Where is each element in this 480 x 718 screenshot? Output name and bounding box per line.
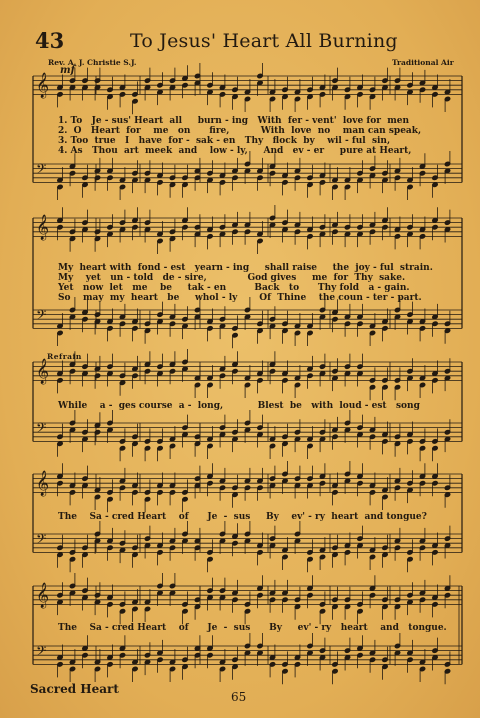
verse-2-line-a: 2. O Heart for me on fire, With love no man can speak,: [58, 126, 422, 136]
refrain-line-1: While a - ges course a - long, Blest be with loud - est song: [58, 401, 420, 411]
dynamic-marking: mf: [60, 65, 75, 76]
refrain-label: Refrain: [47, 352, 82, 361]
hymn-number: 43: [35, 28, 65, 53]
verse-4-line-b: So may my heart be whol - ly Of Thine the coun - ter - part.: [58, 293, 422, 303]
verse-1-line-a: 1. To Je - sus' Heart all burn - ing With fer - vent' love for men: [58, 116, 410, 126]
verse-4-line-a: 4. As Thou art meek and low - ly, And ev - er pure at Heart,: [58, 146, 412, 156]
svg-text:𝄢: 𝄢: [36, 531, 47, 550]
refrain-line-3: The Sa - cred Heart of Je - sus By ev' - ry heart and tongue.: [58, 623, 447, 633]
svg-text:𝄢: 𝄢: [36, 161, 47, 180]
verse-2-line-b: My yet un - told de - sire, God gives me for Thy sake.: [58, 273, 406, 283]
svg-text:𝄞: 𝄞: [36, 583, 50, 608]
svg-text:𝄞: 𝄞: [36, 215, 50, 240]
hymn-title: To Jesus' Heart All Burning: [130, 30, 398, 52]
page-number: 65: [231, 690, 247, 704]
refrain-line-2: The Sa - cred Heart of Je - sus By ev' - ry heart and tongue?: [58, 512, 427, 522]
verse-3-line-b: Yet now let me be tak - en Back to Thy fold a - gain.: [58, 283, 410, 293]
svg-text:𝄞: 𝄞: [36, 73, 50, 98]
svg-text:𝄞: 𝄞: [36, 471, 50, 496]
verse-1-line-b: My heart with fond - est yearn - ing shall raise the joy - ful strain.: [58, 263, 433, 273]
category-label: Sacred Heart: [30, 682, 119, 696]
svg-text:𝄢: 𝄢: [36, 643, 47, 662]
author-credit: Rev. A. J. Christie S.J.: [48, 58, 137, 67]
tune-credit: Traditional Air: [392, 58, 454, 67]
verse-3-line-a: 3. Too true I have for - sak - en Thy flock by wil - ful sin,: [58, 136, 391, 146]
svg-text:𝄢: 𝄢: [36, 307, 47, 326]
svg-text:𝄢: 𝄢: [36, 420, 47, 439]
svg-text:𝄞: 𝄞: [36, 359, 50, 384]
